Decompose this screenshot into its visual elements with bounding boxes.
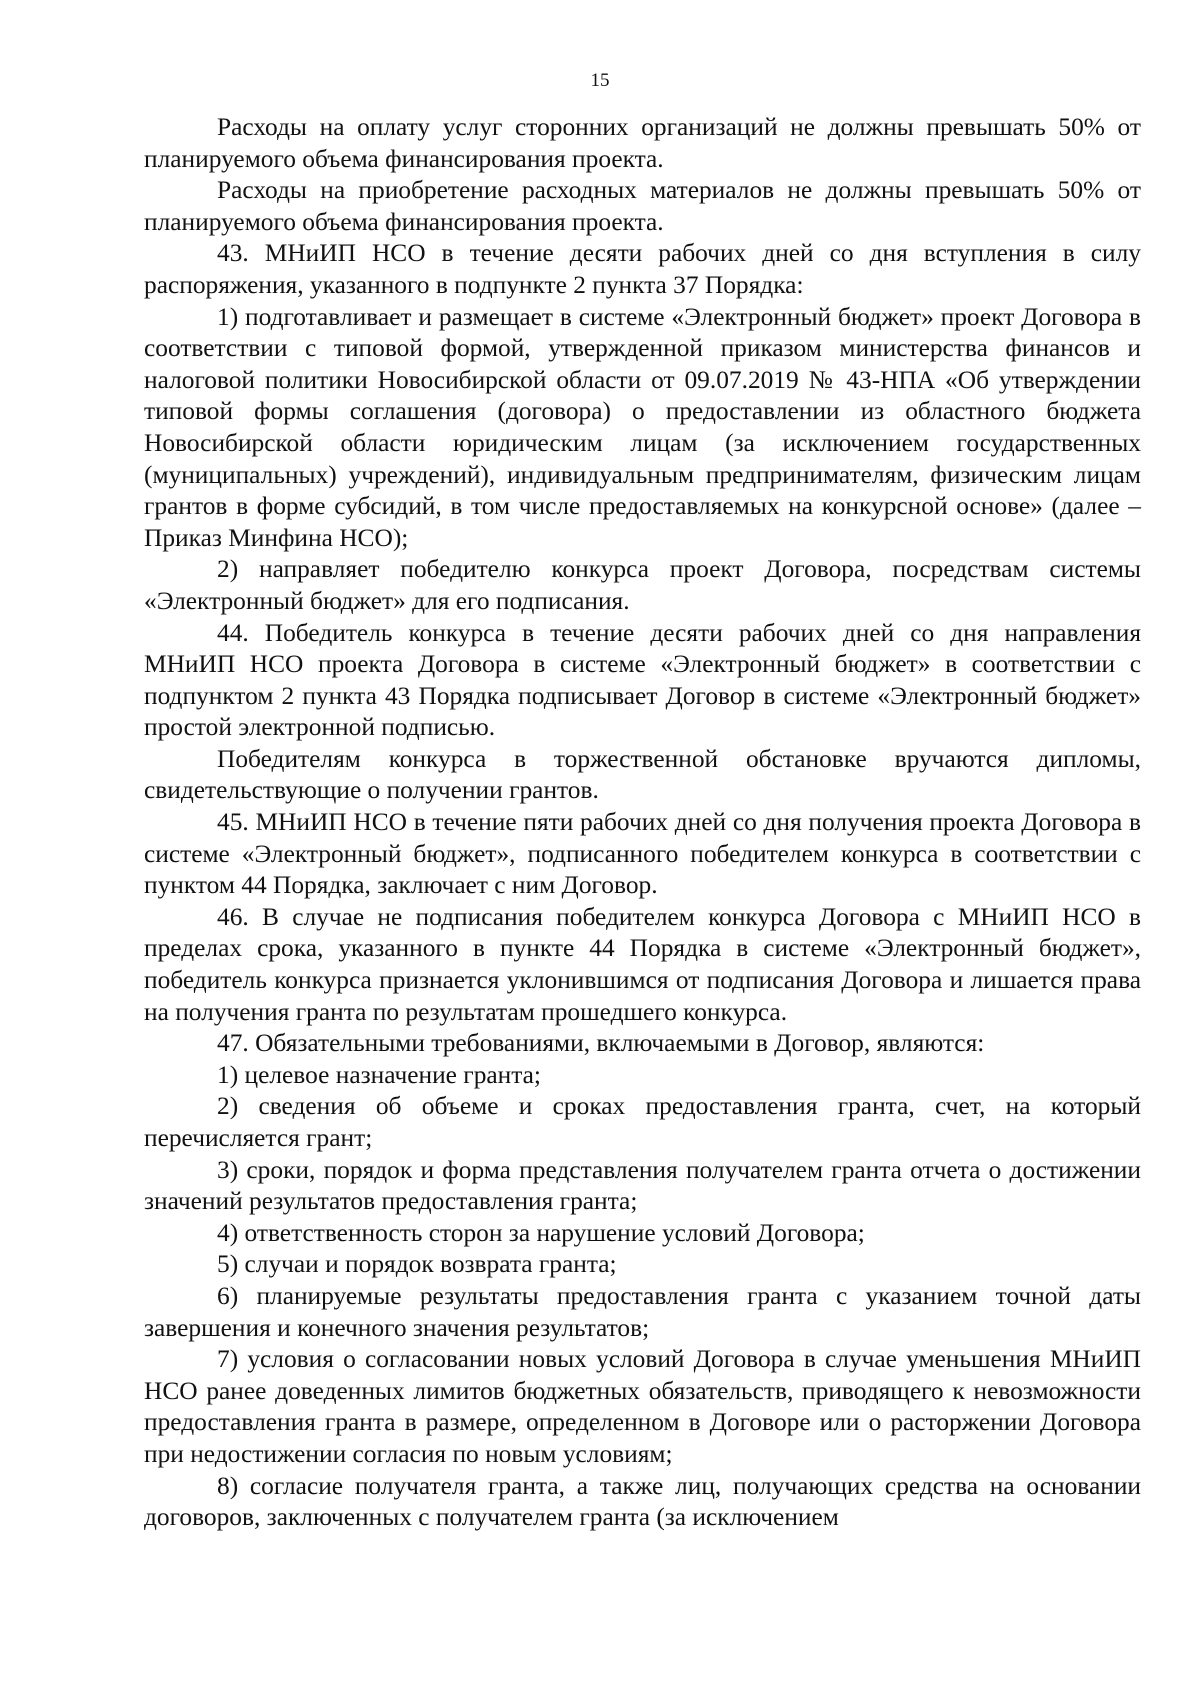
page-number: 15 bbox=[590, 70, 610, 91]
paragraph-item-47-sub-2: 2) сведения об объеме и сроках предоставления гранта, счет, на который перечисляется грант; bbox=[144, 1092, 1141, 1152]
paragraph-item-47-sub-3: 3) сроки, порядок и форма представления получателем гранта отчета о достижении значений результатов предоставления гранта; bbox=[144, 1155, 1141, 1216]
paragraph-expense-materials: Расходы на приобретение расходных материалов не должны превышать 50% от планируемого объема финансирования проекта. bbox=[144, 176, 1141, 236]
paragraph-item-47-sub-7: 7) условия о согласовании новых условий Договора в случае уменьшения МНиИП НСО ранее доведенных лимитов бюджетных обязательств, приводящего к невозможности предоставления гранта в размере, определенном в Договоре или о расторжении Договора при недостижении согласия по новым условиям; bbox=[144, 1345, 1141, 1468]
paragraph-item-47-sub-1: 1) целевое назначение гранта; bbox=[217, 1060, 541, 1089]
document-body bbox=[144, 112, 1141, 1534]
paragraph-expense-services: Расходы на оплату услуг сторонних организаций не должны превышать 50% от планируемого объема финансирования проекта. bbox=[144, 113, 1141, 173]
paragraph-item-43-sub-1: 1) подготавливает и размещает в системе «Электронный бюджет» проект Договора в соответствии с типовой формой, утвержденной приказом министерства финансов и налоговой политики Новосибирской области от 09.07.2019 № 43-НПА «Об утверждении типовой формы соглашения (договора) о предоставлении из областного бюджета Новосибирской области юридическим лицам (за исключением государственных (муниципальных) учреждений), индивидуальным предпринимателям, физическим лицам грантов в форме субсидий, в том числе предоставляемых на конкурсной основе» (далее – Приказ Минфина НСО); bbox=[144, 302, 1141, 552]
paragraph-item-45: 45. МНиИП НСО в течение пяти рабочих дней со дня получения проекта Договора в системе «Электронный бюджет», подписанного победителем конкурса в соответствии с пунктом 44 Порядка, заключает с ним Договор. bbox=[144, 808, 1141, 900]
paragraph-item-47-sub-8: 8) согласие получателя гранта, а также лиц, получающих средства на основании договоров, заключенных с получателем гранта (за исключением bbox=[144, 1471, 1141, 1532]
paragraph-item-47: 47. Обязательными требованиями, включаемыми в Договор, являются: bbox=[217, 1029, 985, 1058]
paragraph-item-47-sub-4: 4) ответственность сторон за нарушение условий Договора; bbox=[217, 1218, 865, 1247]
paragraph-diplomas: Победителям конкурса в торжественной обстановке вручаются дипломы, свидетельствующие о получении грантов. bbox=[144, 744, 1141, 805]
paragraph-item-47-sub-5: 5) случаи и порядок возврата гранта; bbox=[217, 1250, 617, 1279]
paragraph-item-43: 43. МНиИП НСО в течение десяти рабочих дней со дня вступления в силу распоряжения, указанного в подпункте 2 пункта 37 Порядка: bbox=[144, 239, 1141, 299]
paragraph-item-46: 46. В случае не подписания победителем конкурса Договора с МНиИП НСО в пределах срока, указанного в пункте 44 Порядка в системе «Электронный бюджет», победитель конкурса признается уклонившимся от подписания Договора и лишается права на получения гранта по результатам прошедшего конкурса. bbox=[144, 902, 1141, 1026]
paragraph-item-44: 44. Победитель конкурса в течение десяти рабочих дней со дня направления МНиИП НСО проекта Договора в системе «Электронный бюджет» в соответствии с подпунктом 2 пункта 43 Порядка подписывает Договор в системе «Электронный бюджет» простой электронной подписью. bbox=[144, 618, 1141, 742]
paragraph-item-43-sub-2: 2) направляет победителю конкурса проект Договора, посредствам системы «Электронный бюджет» для его подписания. bbox=[144, 555, 1141, 615]
paragraph-item-47-sub-6: 6) планируемые результаты предоставления гранта с указанием точной даты завершения и конечного значения результатов; bbox=[144, 1281, 1141, 1342]
